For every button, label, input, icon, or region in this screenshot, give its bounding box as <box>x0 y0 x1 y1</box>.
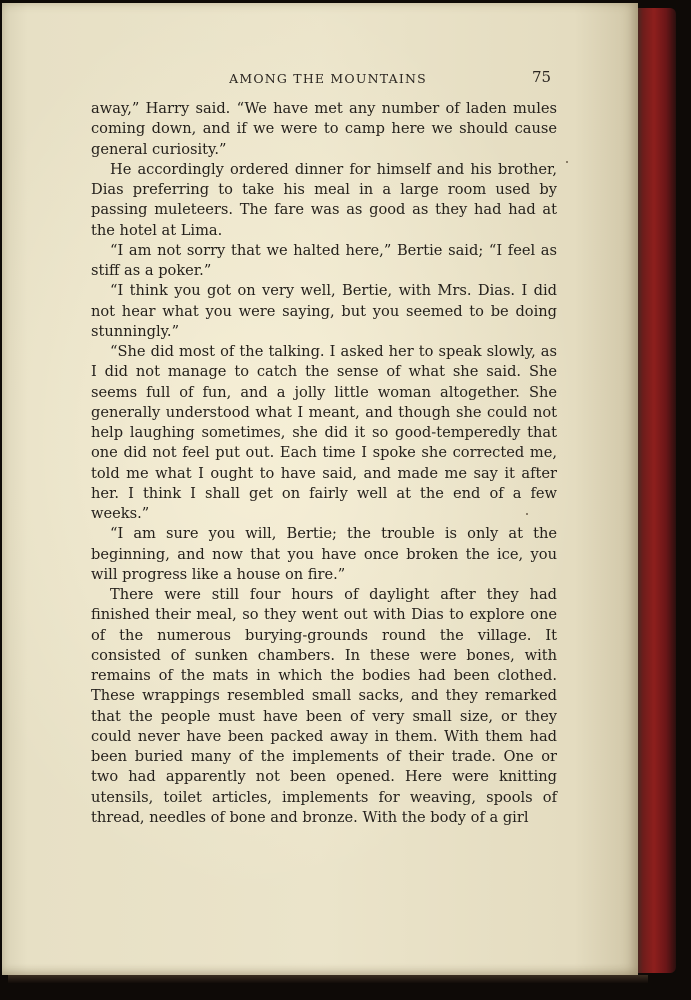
chapter-running-title: AMONG THE MOUNTAINS <box>229 71 427 86</box>
book-cover-edge <box>636 8 676 973</box>
body-text <box>91 99 557 828</box>
paper-speck <box>566 161 568 163</box>
paragraph: There were still four hours of daylight after they had finished their meal, so they went out with Dias to explore one of the numerous burying-grounds round the village. It consisted of sunken chambers. In these were bones, with remains of the mats in which the bodies had been clothed. These wrappings resembled small sacks, and they remarked that the people must have been of very small size, or they could never have been packed away in them. With them had been buried many of the implements of their trade. One or two had apparently not been opened. Here were knitting utensils, toilet articles, implements for weaving, spools of thread, needles of bone and bronze. With the body of a girl <box>91 586 557 826</box>
paragraph: “I am sure you will, Bertie; the trouble is only at the beginning, and now that you have once broken the ice, you will progress like a house on fire.” <box>91 525 557 583</box>
paragraph: “I am not sorry that we halted here,” Bertie said; “I feel as stiff as a poker.” <box>91 241 557 279</box>
paragraph: “I think you got on very well, Bertie, with Mrs. Dias. I did not hear what you were saying, but you seemed to be doing stunningly.” <box>91 282 557 340</box>
page-number: 75 <box>532 68 552 86</box>
book-cover-bottom-edge <box>8 975 648 983</box>
paragraph: He accordingly ordered dinner for himself and his brother, Dias preferring to take his meal in a large room used by passing muleteers. The fare was as good as they had had at the hotel at Lima. <box>91 160 557 239</box>
paragraph: away,” Harry said. “We have met any number of laden mules coming down, and if we were to camp here we should cause general curiosity.” <box>91 100 557 158</box>
running-head <box>2 69 638 89</box>
paragraph: “She did most of the talking. I asked her to speak slowly, as I did not manage to catch the sense of what she said. She seems full of fun, and a jolly little woman altogether. She generally understood what I meant, and though she could not help laughing sometimes, she did it so good-temperedly that one did not feel put out. Each time I spoke she corrected me, told me what I ought to have said, and made me say it after her. I think I shall get on fairly well at the end of a few weeks.” <box>91 343 557 522</box>
book-page <box>2 3 638 975</box>
paper-speck <box>526 513 528 515</box>
